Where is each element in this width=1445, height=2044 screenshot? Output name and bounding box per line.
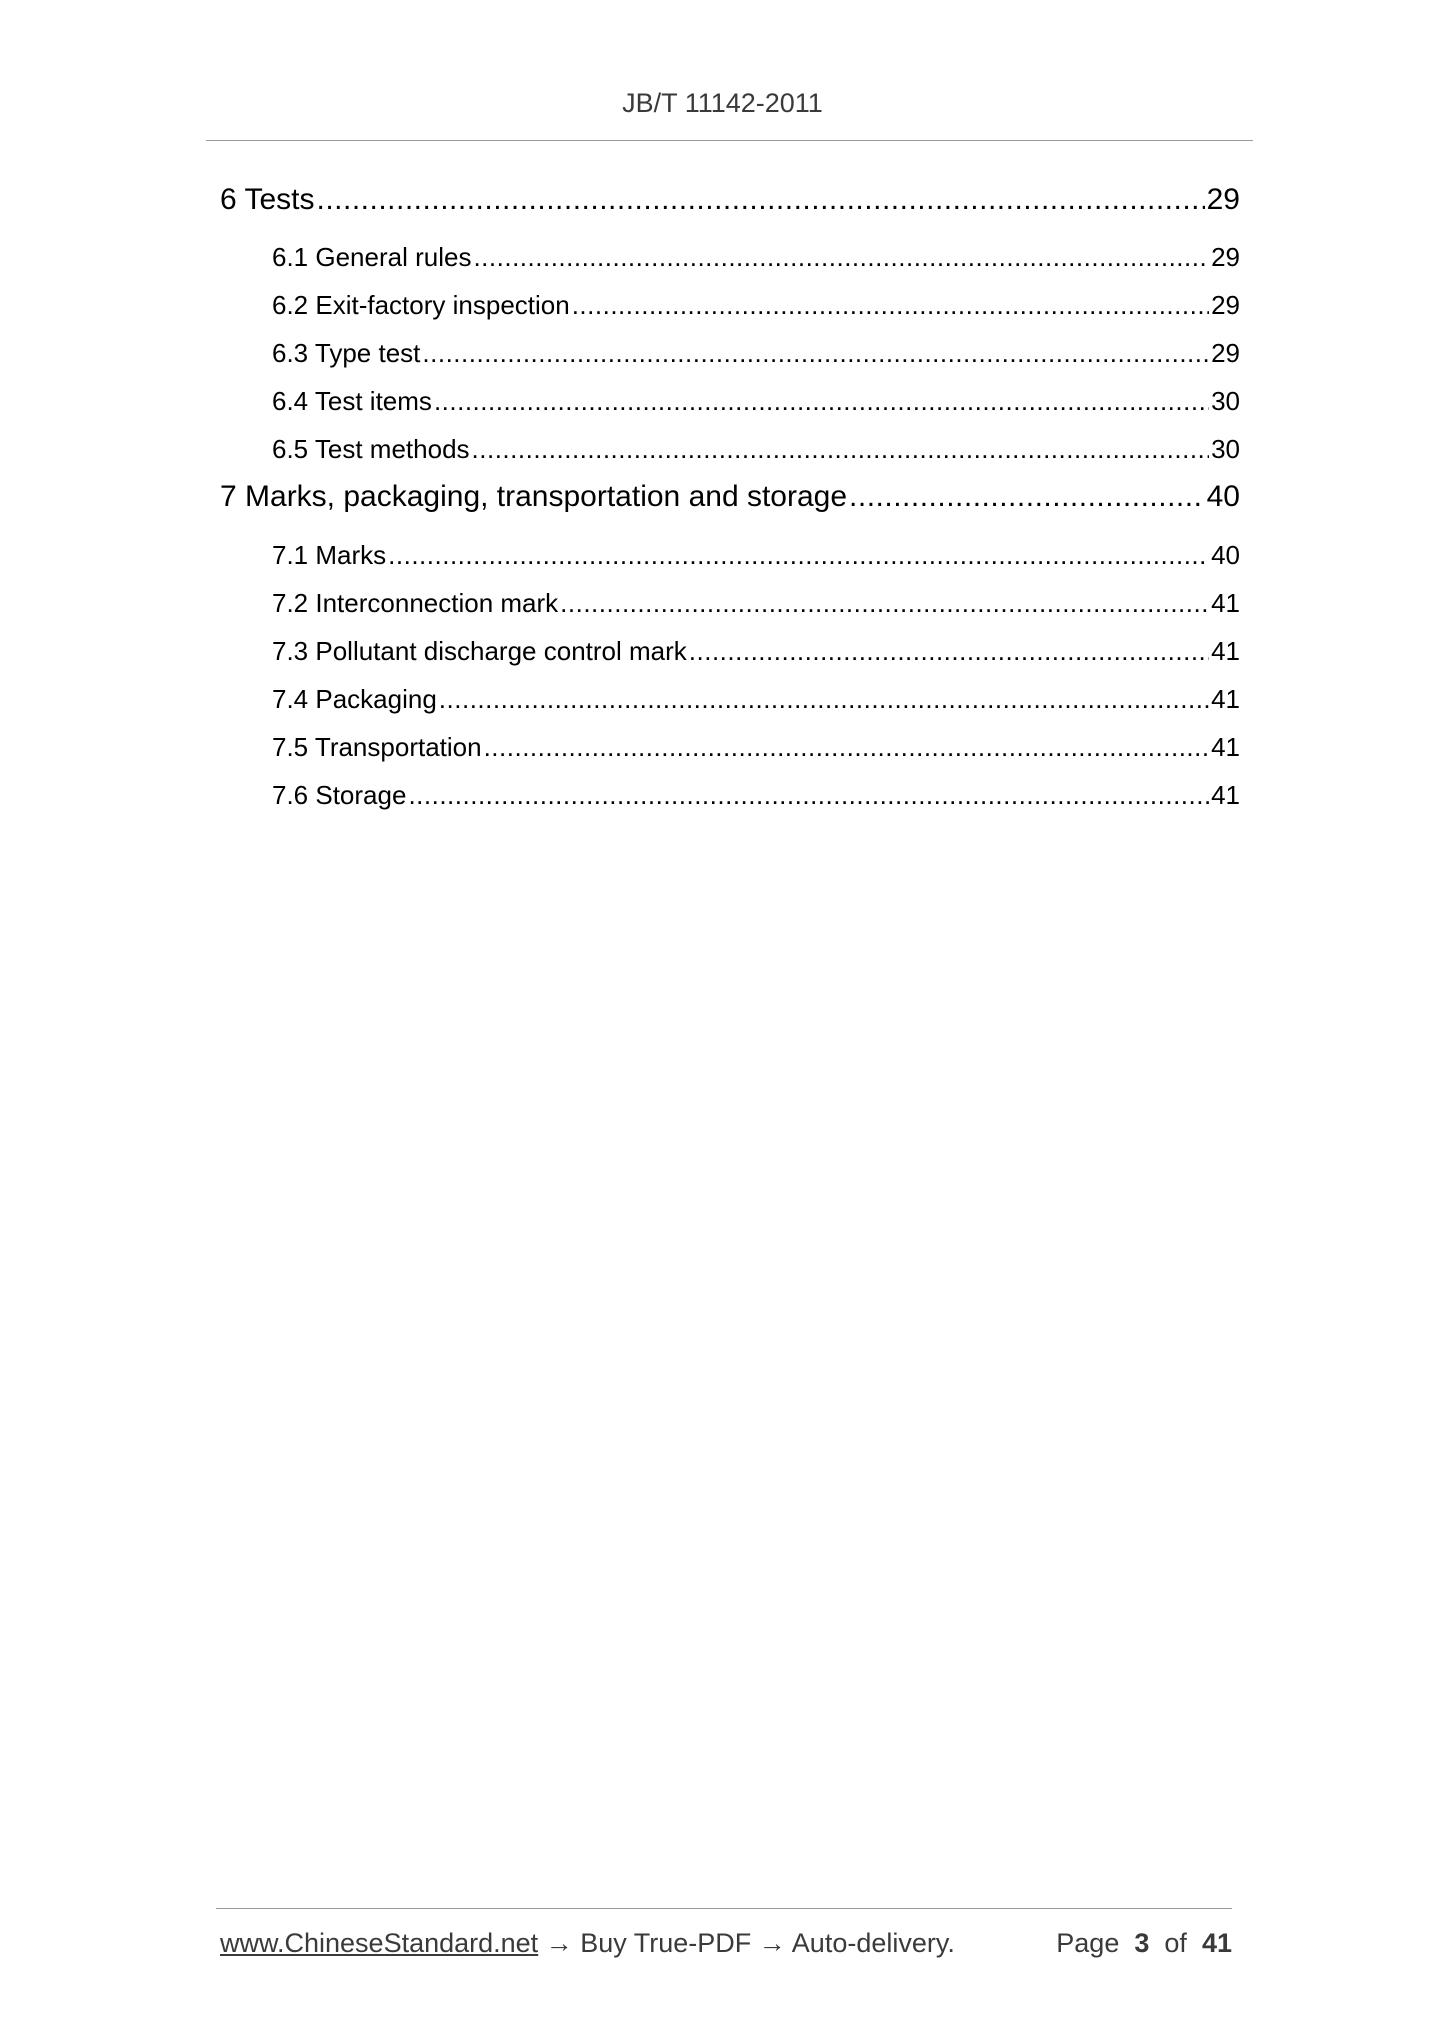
toc-entry-7-1[interactable] bbox=[272, 540, 1240, 571]
toc-entry-page: 29 bbox=[1206, 183, 1240, 216]
page-of-label: of bbox=[1164, 1928, 1187, 1958]
auto-delivery-text: Auto-delivery. bbox=[791, 1928, 955, 1958]
toc-entry-6[interactable] bbox=[220, 183, 1240, 217]
toc-entry-label: 7.2 Interconnection mark bbox=[272, 588, 559, 618]
toc-entry-label: 6 Tests bbox=[220, 183, 315, 216]
toc-entry-7[interactable] bbox=[220, 480, 1240, 514]
toc-entry-7-4[interactable] bbox=[272, 684, 1240, 715]
toc-leader-dots bbox=[572, 290, 1209, 321]
toc-entry-7-3[interactable] bbox=[272, 636, 1240, 667]
toc-leader-dots bbox=[422, 338, 1209, 369]
footer-promo bbox=[220, 1928, 955, 1959]
toc-entry-label: 6.5 Test methods bbox=[272, 434, 470, 464]
toc-entry-page: 29 bbox=[1211, 242, 1240, 272]
toc-leader-dots bbox=[484, 732, 1210, 763]
toc-entry-page: 40 bbox=[1211, 540, 1240, 570]
toc-entry-label: 6.2 Exit-factory inspection bbox=[272, 290, 570, 320]
page-number bbox=[1056, 1928, 1232, 1959]
arrow-right-icon: → bbox=[758, 1928, 786, 1958]
toc-leader-dots bbox=[689, 636, 1209, 667]
toc-entry-page: 40 bbox=[1206, 480, 1240, 513]
toc-entry-label: 7.3 Pollutant discharge control mark bbox=[272, 636, 687, 666]
toc-entry-page: 41 bbox=[1211, 684, 1240, 714]
page-total: 41 bbox=[1201, 1928, 1232, 1958]
toc-leader-dots bbox=[317, 183, 1205, 217]
header-divider bbox=[206, 140, 1253, 141]
toc-entry-7-2[interactable] bbox=[272, 588, 1240, 619]
toc-entry-page: 41 bbox=[1211, 732, 1240, 762]
toc-entry-label: 7.6 Storage bbox=[272, 780, 407, 810]
toc-entry-label: 7.5 Transportation bbox=[272, 732, 482, 762]
toc-entry-label: 7.1 Marks bbox=[272, 540, 387, 570]
toc-leader-dots bbox=[434, 386, 1209, 417]
toc-entry-6-1[interactable] bbox=[272, 242, 1240, 273]
toc-entry-6-4[interactable] bbox=[272, 386, 1240, 417]
page-current: 3 bbox=[1134, 1928, 1150, 1958]
toc-leader-dots bbox=[408, 780, 1209, 811]
toc-entry-label: 6.3 Type test bbox=[272, 338, 421, 368]
page-label: Page bbox=[1056, 1928, 1120, 1958]
document-code-header: JB/T 11142-2011 bbox=[622, 88, 823, 118]
website-link[interactable]: www.ChineseStandard.net bbox=[220, 1928, 539, 1958]
toc-entry-page: 29 bbox=[1211, 338, 1240, 368]
arrow-right-icon: → bbox=[545, 1928, 573, 1958]
toc-entry-page: 30 bbox=[1211, 434, 1240, 464]
toc-entry-6-2[interactable] bbox=[272, 290, 1240, 321]
toc-leader-dots bbox=[439, 684, 1209, 715]
toc-entry-label: 7 Marks, packaging, transportation and storage bbox=[220, 480, 848, 513]
toc-entry-page: 41 bbox=[1211, 636, 1240, 666]
toc-leader-dots bbox=[473, 242, 1209, 273]
toc-entry-page: 30 bbox=[1211, 386, 1240, 416]
toc-leader-dots bbox=[388, 540, 1209, 571]
toc-entry-6-3[interactable] bbox=[272, 338, 1240, 369]
toc-entry-label: 6.1 General rules bbox=[272, 242, 472, 272]
toc-leader-dots bbox=[472, 434, 1210, 465]
toc-entry-7-5[interactable] bbox=[272, 732, 1240, 763]
toc-leader-dots bbox=[560, 588, 1209, 619]
toc-entry-label: 7.4 Packaging bbox=[272, 684, 437, 714]
toc-entry-7-6[interactable] bbox=[272, 780, 1240, 811]
toc-entry-page: 41 bbox=[1211, 780, 1240, 810]
footer-divider bbox=[216, 1908, 1232, 1909]
toc-entry-label: 6.4 Test items bbox=[272, 386, 432, 416]
toc-entry-page: 41 bbox=[1211, 588, 1240, 618]
toc-entry-page: 29 bbox=[1211, 290, 1240, 320]
buy-true-pdf-text: Buy True-PDF bbox=[580, 1928, 752, 1958]
toc-entry-6-5[interactable] bbox=[272, 434, 1240, 465]
toc-leader-dots bbox=[849, 480, 1205, 514]
